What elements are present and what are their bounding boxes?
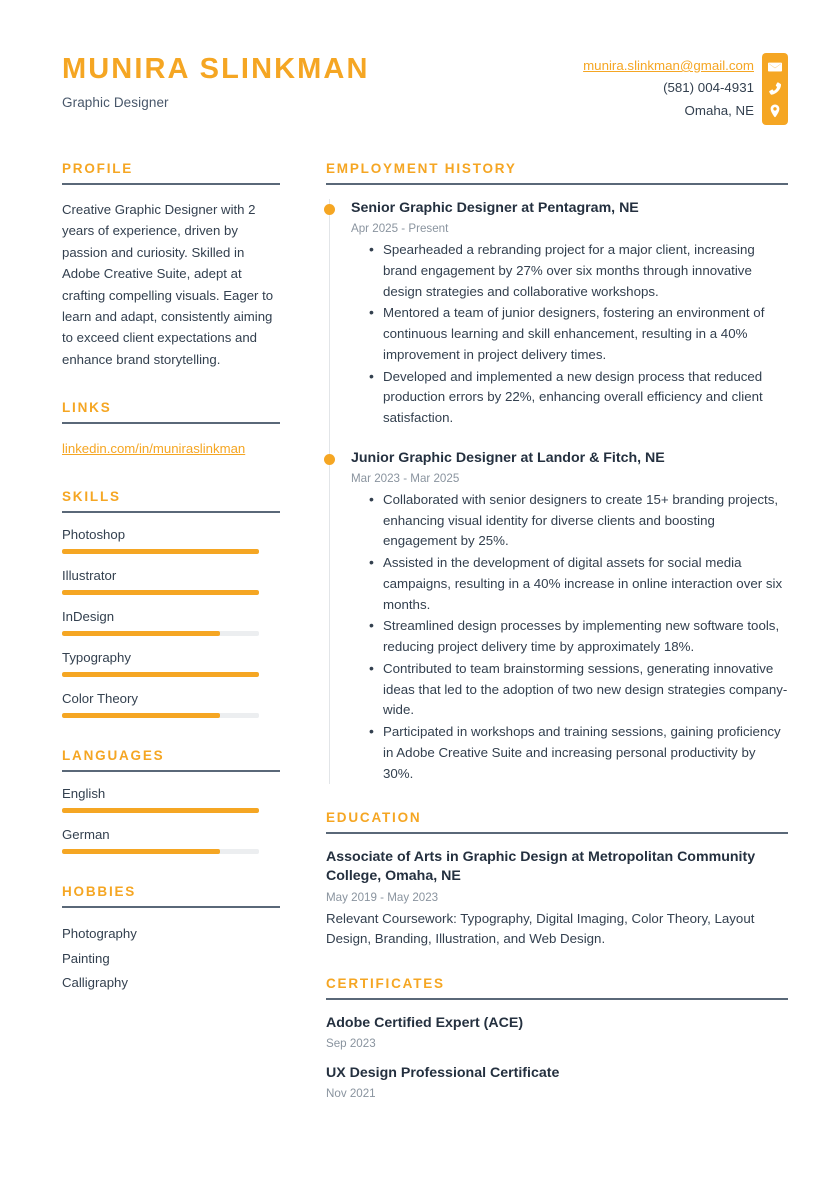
section-title-profile: PROFILE (62, 161, 134, 176)
skill-item (62, 568, 280, 595)
skill-bar-fill (62, 672, 259, 677)
main-column (326, 161, 788, 1126)
job-bullet: • Streamlined design processes by implementing new software tools, reducing project delivery time by approximately 18%. (369, 616, 788, 657)
location-pin-icon (768, 104, 782, 118)
skill-item (62, 691, 280, 718)
resume-body (0, 125, 833, 1126)
timeline-dot-icon (324, 204, 335, 215)
contact-block (583, 53, 788, 125)
skill-label: Illustrator (62, 568, 117, 584)
language-label: English (62, 786, 106, 802)
section-certificates (326, 976, 788, 1100)
section-title-languages: LANGUAGES (62, 748, 165, 764)
section-title-employment: EMPLOYMENT HISTORY (326, 161, 517, 176)
candidate-job-title: Graphic Designer (62, 94, 169, 110)
identity-block (62, 48, 370, 110)
education-entry (326, 848, 788, 950)
language-item (62, 786, 280, 813)
language-item (62, 827, 280, 854)
resume-header (0, 0, 833, 125)
certificate-entry (326, 1014, 788, 1050)
certificate-name: UX Design Professional Certificate (326, 1065, 560, 1082)
skill-bar-track (62, 590, 259, 595)
job-bullet: • Contributed to team brainstorming sessions, generating innovative ideas that led to the adoption of two new design strategies company-wide. (369, 659, 788, 721)
language-bar-fill (62, 849, 220, 854)
section-title-links: LINKS (62, 400, 112, 415)
education-date-range: May 2019 - May 2023 (326, 890, 439, 904)
skill-label: Typography (62, 650, 131, 666)
skill-bar-fill (62, 713, 220, 718)
candidate-name: MUNIRA SLINKMAN (62, 53, 370, 85)
job-date-range: Apr 2025 - Present (351, 222, 449, 236)
job-bullet: • Collaborated with senior designers to create 15+ branding projects, enhancing visual identity for diverse clients and boosting engagement by 25%. (369, 490, 788, 552)
section-employment-history (326, 161, 788, 784)
job-entry (351, 449, 788, 784)
employment-timeline (329, 199, 788, 784)
link-item-linkedin[interactable]: linkedin.com/in/muniraslinkman (62, 441, 246, 456)
job-bullet: • Spearheaded a rebranding project for a major client, increasing brand engagement by 27% over six months through innovative design strategies and collaborative workshops. (369, 240, 788, 302)
section-divider (62, 906, 280, 908)
skill-bar-fill (62, 631, 220, 636)
section-divider (326, 183, 788, 185)
skill-bar-fill (62, 549, 259, 554)
hobby-item: Calligraphy (62, 974, 128, 990)
section-divider (326, 832, 788, 834)
job-bullet-list (351, 490, 788, 784)
envelope-icon (768, 60, 782, 74)
section-skills (62, 489, 280, 718)
section-divider (62, 422, 280, 424)
contact-icon-bar (762, 53, 788, 125)
language-bar-track (62, 849, 259, 854)
skill-item (62, 609, 280, 636)
section-title-certificates: CERTIFICATES (326, 976, 445, 992)
phone-icon (768, 82, 782, 96)
education-degree: Associate of Arts in Graphic Design at Metropolitan Community College, Omaha, NE (326, 849, 756, 885)
job-bullet: • Developed and implemented a new design process that reduced production errors by 22%, enhancing overall efficiency and client satisfaction. (369, 367, 788, 429)
certificate-entry (326, 1064, 788, 1100)
job-bullet: • Participated in workshops and training sessions, gaining proficiency in Adobe Creative Suite and increasing personal productivity by 30%. (369, 722, 788, 784)
section-title-hobbies: HOBBIES (62, 884, 137, 900)
certificate-name: Adobe Certified Expert (ACE) (326, 1015, 524, 1032)
skill-bar-track (62, 549, 259, 554)
certificate-date: Nov 2021 (326, 1087, 376, 1101)
contact-location: Omaha, NE (684, 102, 754, 118)
section-links (62, 400, 280, 459)
job-title: Senior Graphic Designer at Pentagram, NE (351, 200, 639, 216)
section-languages (62, 748, 280, 854)
hobby-item: Painting (62, 950, 110, 966)
section-divider (62, 511, 280, 513)
skill-item (62, 650, 280, 677)
job-bullet-list (351, 240, 788, 429)
profile-summary-text: Creative Graphic Designer with 2 years of experience, driven by passion and curiosity. Skilled in Adobe Creative Suite, adept at crafting compelling visuals. Eager to learn and adapt, consistently aiming to exceed client expectations and enhance brand storytelling. (62, 202, 274, 367)
job-bullet: • Mentored a team of junior designers, fostering an environment of continuous learning and skill enhancement, resulting in a 40% improvement in project delivery times. (369, 303, 788, 365)
certificate-date: Sep 2023 (326, 1037, 376, 1051)
section-hobbies (62, 884, 280, 995)
hobby-item: Photography (62, 926, 137, 942)
contact-email[interactable]: munira.slinkman@gmail.com (583, 58, 754, 73)
skill-bar-track (62, 713, 259, 718)
section-divider (62, 183, 280, 185)
section-divider (62, 770, 280, 772)
skill-item (62, 527, 280, 554)
contact-details (583, 53, 754, 122)
skill-bar-fill (62, 590, 259, 595)
job-entry (351, 199, 788, 429)
sidebar-column (62, 161, 280, 1025)
skill-bar-track (62, 672, 259, 677)
language-bar-track (62, 808, 259, 813)
section-profile (62, 161, 280, 370)
section-education (326, 810, 788, 950)
skill-label: Color Theory (62, 691, 138, 707)
timeline-dot-icon (324, 454, 335, 465)
skill-label: Photoshop (62, 527, 126, 543)
contact-phone: (581) 004-4931 (663, 80, 754, 96)
job-title: Junior Graphic Designer at Landor & Fitch, NE (351, 449, 665, 466)
job-date-range: Mar 2023 - Mar 2025 (351, 471, 460, 485)
skill-label: InDesign (62, 609, 115, 625)
language-bar-fill (62, 808, 259, 813)
skill-bar-track (62, 631, 259, 636)
education-description: Relevant Coursework: Typography, Digital Imaging, Color Theory, Layout Design, Branding, Illustration, and Web Design. (326, 910, 755, 947)
language-label: German (62, 827, 110, 843)
section-title-education: EDUCATION (326, 810, 422, 826)
job-bullet: • Assisted in the development of digital assets for social media campaigns, resulting in a 40% increase in online interaction over six months. (369, 553, 788, 615)
section-divider (326, 998, 788, 1000)
section-title-skills: SKILLS (62, 489, 121, 505)
